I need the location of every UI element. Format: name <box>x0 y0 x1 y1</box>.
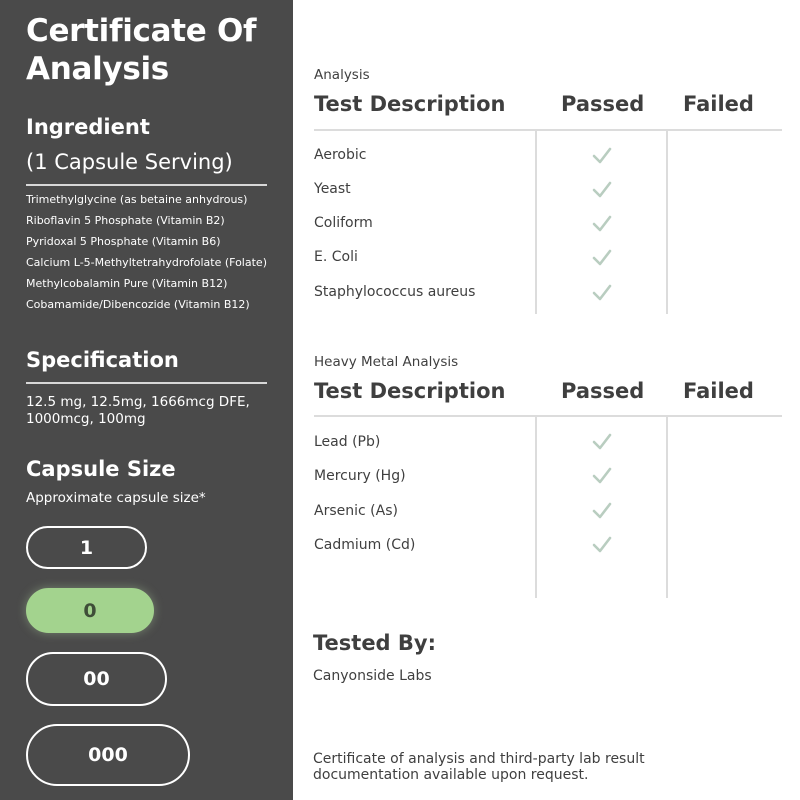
analysis-row-name: Aerobic <box>314 147 367 163</box>
heavy-metal-header-failed: Failed <box>683 379 754 403</box>
checkmark-icon <box>592 501 612 521</box>
capsule-size-heading: Capsule Size <box>26 457 176 481</box>
analysis-row-name: Yeast <box>314 181 351 197</box>
analysis-header-failed: Failed <box>683 92 754 116</box>
capsule-size-subheading: Approximate capsule size* <box>26 490 206 506</box>
analysis-row-name: Staphylococcus aureus <box>314 284 476 300</box>
heavy-metal-row-name: Cadmium (Cd) <box>314 537 416 553</box>
analysis-header-description: Test Description <box>314 92 506 116</box>
heavy-metal-label: Heavy Metal Analysis <box>314 354 459 370</box>
analysis-column-divider <box>535 129 537 314</box>
ingredient-item: Pyridoxal 5 Phosphate (Vitamin B6) <box>26 235 221 248</box>
ingredient-item: Methylcobalamin Pure (Vitamin B12) <box>26 277 228 290</box>
capsule-size-000-button[interactable]: 000 <box>26 724 190 786</box>
analysis-header-divider <box>314 129 782 131</box>
ingredient-item: Trimethylglycine (as betaine anhydrous) <box>26 193 248 206</box>
analysis-label: Analysis <box>314 67 370 83</box>
right-panel <box>293 0 800 800</box>
heavy-metal-header-passed: Passed <box>561 379 645 403</box>
lab-name: Canyonside Labs <box>313 668 432 684</box>
tested-by-heading: Tested By: <box>313 631 436 655</box>
specification-text: 12.5 mg, 12.5mg, 1666mcg DFE, 1000mcg, 100mg <box>26 394 250 427</box>
heavy-metal-row-name: Mercury (Hg) <box>314 468 406 484</box>
ingredient-heading: Ingredient <box>26 115 150 139</box>
capsule-size-00-button[interactable]: 00 <box>26 652 167 706</box>
capsule-size-0-button[interactable]: 0 <box>26 588 154 633</box>
certificate-title: Certificate Of Analysis <box>26 13 257 87</box>
ingredient-divider <box>26 184 267 186</box>
analysis-row-name: Coliform <box>314 215 373 231</box>
checkmark-icon <box>592 214 612 234</box>
ingredient-item: Riboflavin 5 Phosphate (Vitamin B2) <box>26 214 225 227</box>
checkmark-icon <box>592 283 612 303</box>
capsule-size-1-button[interactable]: 1 <box>26 526 147 569</box>
checkmark-icon <box>592 248 612 268</box>
heavy-metal-header-divider <box>314 415 782 417</box>
checkmark-icon <box>592 535 612 555</box>
ingredient-subheading: (1 Capsule Serving) <box>26 150 233 174</box>
specification-heading: Specification <box>26 348 179 372</box>
ingredient-item: Cobamamide/Dibencozide (Vitamin B12) <box>26 298 250 311</box>
checkmark-icon <box>592 432 612 452</box>
checkmark-icon <box>592 180 612 200</box>
checkmark-icon <box>592 146 612 166</box>
heavy-metal-row-name: Lead (Pb) <box>314 434 381 450</box>
heavy-metal-column-divider <box>535 415 537 598</box>
heavy-metal-header-description: Test Description <box>314 379 506 403</box>
ingredient-item: Calcium L-5-Methyltetrahydrofolate (Folate) <box>26 256 267 269</box>
analysis-header-passed: Passed <box>561 92 645 116</box>
heavy-metal-row-name: Arsenic (As) <box>314 503 398 519</box>
left-panel <box>0 0 293 800</box>
analysis-row-name: E. Coli <box>314 249 358 265</box>
checkmark-icon <box>592 466 612 486</box>
specification-divider <box>26 382 267 384</box>
heavy-metal-column-divider <box>666 415 668 598</box>
analysis-column-divider <box>666 129 668 314</box>
documentation-footnote: Certificate of analysis and third-party lab result documentation available upon request. <box>313 751 645 783</box>
ingredient-list <box>26 193 276 319</box>
